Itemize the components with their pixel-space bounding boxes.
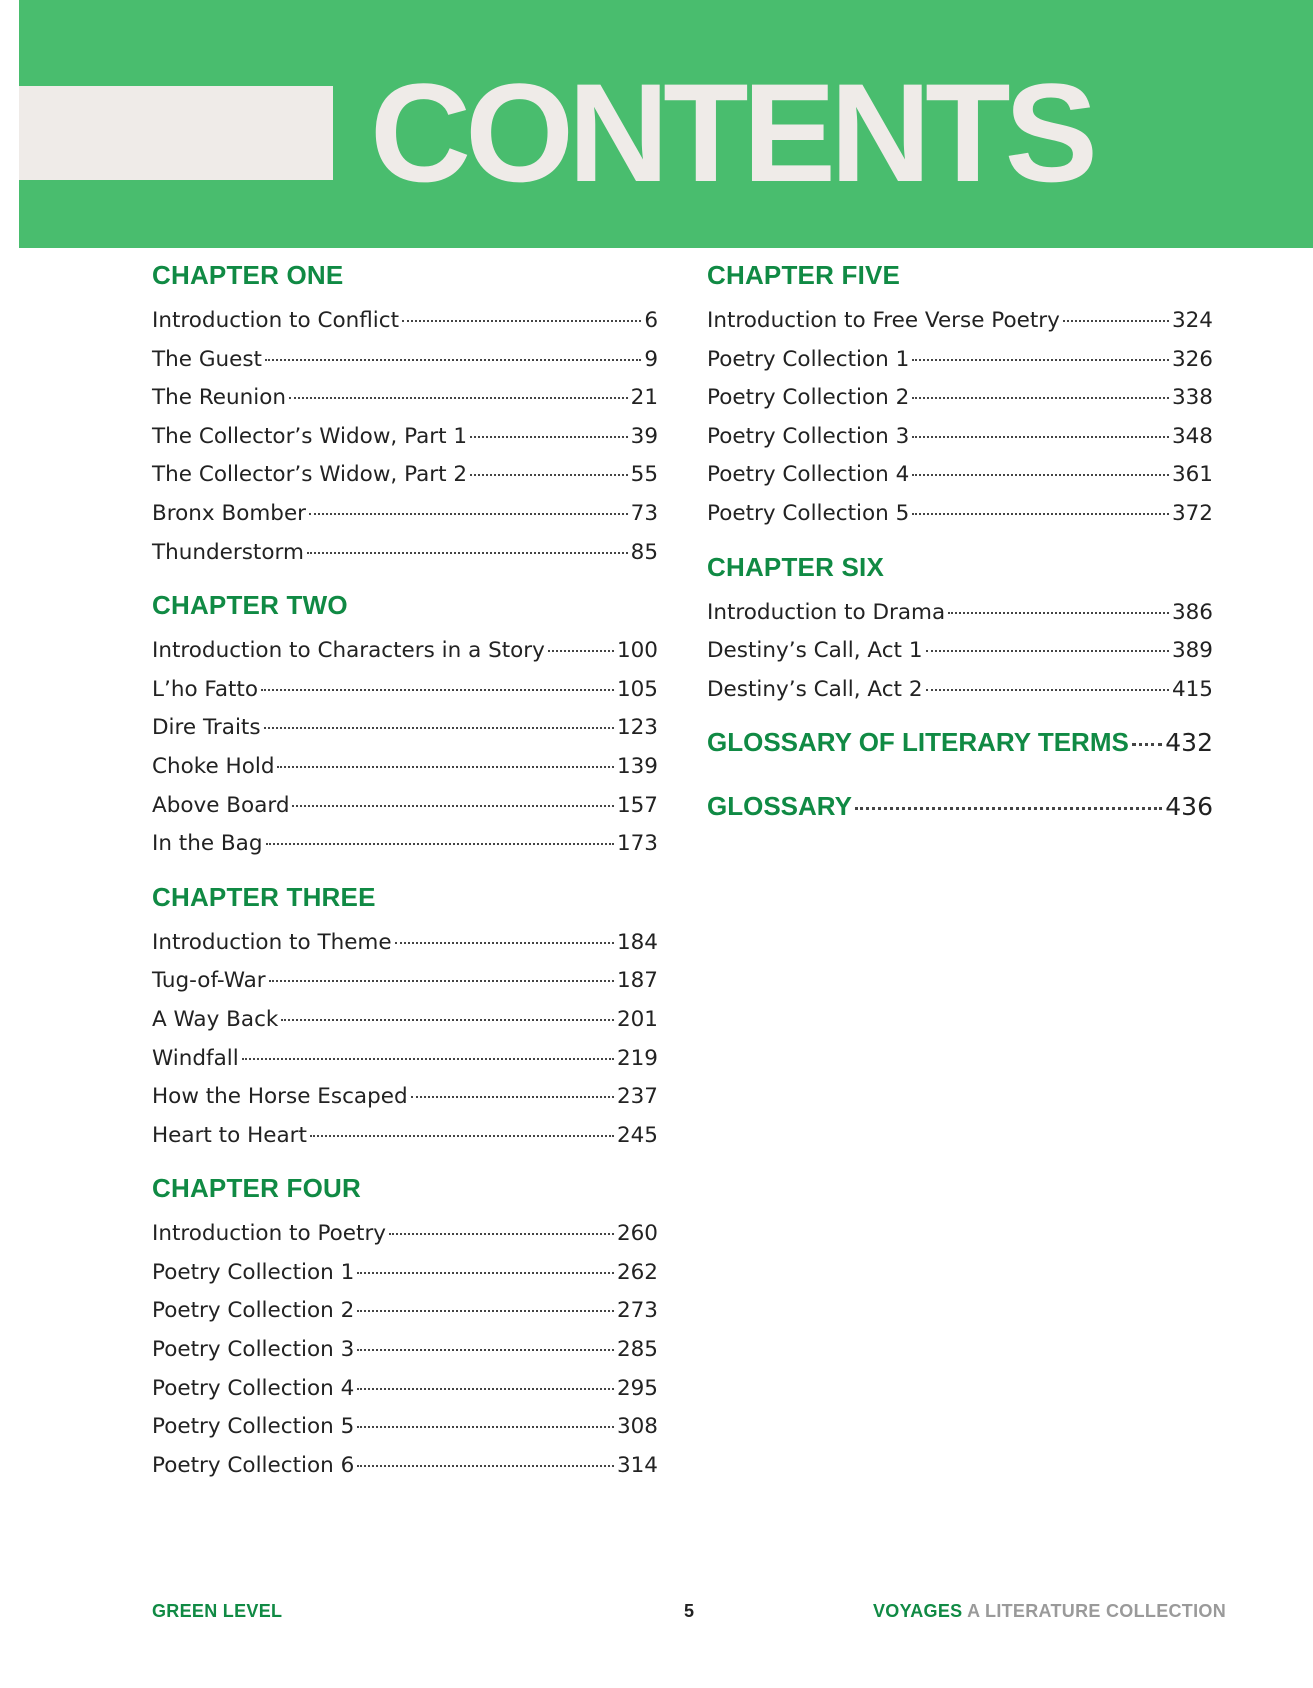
- chapter-three: [152, 880, 658, 1156]
- dot-leader: [357, 1349, 614, 1351]
- entry-page: 348: [1171, 423, 1213, 449]
- toc-entry[interactable]: [152, 495, 658, 534]
- entry-title: Introduction to Characters in a Story: [152, 638, 545, 664]
- entry-page: 201: [616, 1006, 658, 1032]
- entry-title: Windfall: [152, 1045, 239, 1071]
- toc-entry[interactable]: [152, 341, 658, 380]
- toc-entry[interactable]: [152, 632, 658, 671]
- entry-list: [707, 594, 1213, 710]
- entry-page: 326: [1171, 346, 1213, 372]
- entry-title: A Way Back: [152, 1006, 279, 1032]
- dot-leader: [292, 805, 613, 807]
- entry-title: L’ho Fatto: [152, 676, 259, 702]
- toc-entry[interactable]: [152, 418, 658, 457]
- dot-leader: [912, 359, 1169, 361]
- toc-left-column: [152, 258, 658, 1501]
- toc-entry[interactable]: [152, 379, 658, 418]
- dot-leader: [357, 1272, 614, 1274]
- footer-level: GREEN LEVEL: [152, 1601, 283, 1621]
- dot-leader: [470, 436, 628, 438]
- entry-title: Introduction to Theme: [152, 929, 392, 955]
- entry-list: [152, 632, 658, 864]
- dot-leader: [307, 552, 628, 554]
- entry-title: Poetry Collection 3: [707, 423, 910, 449]
- toc-entry[interactable]: [152, 709, 658, 748]
- entry-page: 415: [1171, 676, 1213, 702]
- entry-title: The Reunion: [152, 385, 287, 411]
- toc-entry[interactable]: [152, 962, 658, 1001]
- toc-entry[interactable]: [707, 594, 1213, 633]
- entry-title: Choke Hold: [152, 753, 275, 779]
- dot-leader: [265, 359, 641, 361]
- footer-series: [873, 1598, 1226, 1624]
- entry-title: Tug-of-War: [152, 968, 266, 994]
- glossary-entry[interactable]: [707, 791, 1213, 837]
- toc-entry[interactable]: [152, 1117, 658, 1156]
- entry-page: 295: [616, 1375, 658, 1401]
- entry-page: 184: [616, 929, 658, 955]
- entry-page: 21: [630, 385, 658, 411]
- glossary-title: GLOSSARY: [707, 791, 852, 822]
- dot-leader: [289, 397, 628, 399]
- entry-page: 260: [616, 1221, 658, 1247]
- dot-leader: [912, 397, 1169, 399]
- entry-page: 55: [630, 462, 658, 488]
- toc-entry[interactable]: [707, 495, 1213, 534]
- entry-page: 372: [1171, 500, 1213, 526]
- entry-page: 314: [616, 1452, 658, 1478]
- entry-page: 39: [630, 423, 658, 449]
- toc-entry[interactable]: [152, 1215, 658, 1254]
- entry-page: 105: [616, 676, 658, 702]
- toc-entry[interactable]: [152, 456, 658, 495]
- entry-page: 386: [1171, 599, 1213, 625]
- chapter-heading: CHAPTER SIX: [707, 551, 885, 582]
- entry-title: Poetry Collection 6: [152, 1452, 355, 1478]
- entry-page: 389: [1171, 638, 1213, 664]
- dot-leader: [548, 650, 614, 652]
- chapter-five: [707, 258, 1213, 534]
- toc-entry[interactable]: [152, 1040, 658, 1079]
- dot-leader: [402, 320, 641, 322]
- dot-leader: [242, 1058, 614, 1060]
- entry-title: Poetry Collection 4: [707, 462, 910, 488]
- chapter-heading: CHAPTER FIVE: [707, 260, 901, 290]
- footer-brand: VOYAGES: [872, 1601, 963, 1621]
- dot-leader: [357, 1465, 614, 1467]
- entry-title: Poetry Collection 4: [152, 1375, 355, 1401]
- entry-title: Poetry Collection 1: [707, 346, 910, 372]
- entry-page: 338: [1171, 385, 1213, 411]
- chapter-six: [707, 550, 1213, 710]
- toc-entry[interactable]: [152, 1331, 658, 1370]
- entry-list: [152, 924, 658, 1156]
- entry-title: Dire Traits: [152, 715, 261, 741]
- dot-leader: [281, 1019, 614, 1021]
- footer-subtitle: A LITERATURE COLLECTION: [967, 1601, 1226, 1621]
- entry-page: 139: [616, 753, 658, 779]
- toc-entry[interactable]: [152, 924, 658, 963]
- entry-title: Destiny’s Call, Act 2: [707, 676, 923, 702]
- dot-leader: [912, 436, 1169, 438]
- chapter-four: [152, 1171, 658, 1485]
- dot-leader: [1132, 743, 1162, 746]
- entry-title: Introduction to Drama: [707, 599, 946, 625]
- dot-leader: [855, 807, 1162, 810]
- toc-entry[interactable]: [152, 1001, 658, 1040]
- glossary-literary-terms-page: 432: [1165, 728, 1213, 758]
- toc-entry[interactable]: [707, 632, 1213, 671]
- entry-page: 9: [644, 346, 658, 372]
- toc-entry[interactable]: [152, 1370, 658, 1409]
- dot-leader: [389, 1233, 614, 1235]
- toc-entry[interactable]: [152, 825, 658, 864]
- page-title: CONTENTS: [370, 54, 1092, 211]
- glossary-literary-terms-title: GLOSSARY OF LITERARY TERMS: [707, 727, 1129, 758]
- glossary-literary-terms-entry[interactable]: [707, 727, 1213, 773]
- dot-leader: [277, 766, 613, 768]
- entry-title: Introduction to Poetry: [152, 1221, 387, 1247]
- entry-list: [152, 1215, 658, 1485]
- dot-leader: [310, 1135, 614, 1137]
- toc-entry[interactable]: [707, 418, 1213, 457]
- entry-page: 324: [1171, 308, 1213, 333]
- chapter-heading: CHAPTER FOUR: [152, 1173, 361, 1204]
- footer-page-number: 5: [684, 1601, 695, 1621]
- chapter-heading: CHAPTER THREE: [152, 881, 376, 912]
- dot-leader: [266, 843, 614, 845]
- dot-leader: [411, 1096, 614, 1098]
- dot-leader: [1063, 320, 1169, 322]
- toc-entry[interactable]: [152, 671, 658, 710]
- entry-title: Poetry Collection 5: [707, 500, 910, 526]
- dot-leader: [357, 1426, 614, 1428]
- toc-entry[interactable]: [152, 1447, 658, 1486]
- toc-entry[interactable]: [152, 787, 658, 826]
- entry-title: Thunderstorm: [152, 539, 304, 565]
- entry-page: 245: [616, 1122, 658, 1148]
- entry-page: 6: [644, 308, 658, 333]
- toc-entry[interactable]: [707, 302, 1213, 341]
- chapter-heading: CHAPTER ONE: [152, 260, 344, 290]
- entry-title: In the Bag: [152, 831, 263, 857]
- toc-entry[interactable]: [152, 748, 658, 787]
- entry-title: Introduction to Conflict: [152, 308, 400, 333]
- chapter-two: [152, 588, 658, 864]
- entry-title: Above Board: [152, 792, 290, 818]
- dot-leader: [395, 942, 614, 944]
- entry-title: Poetry Collection 2: [707, 385, 910, 411]
- chapter-heading: CHAPTER TWO: [152, 590, 348, 621]
- dot-leader: [357, 1388, 614, 1390]
- dot-leader: [357, 1310, 614, 1312]
- entry-page: 157: [616, 792, 658, 818]
- dot-leader: [912, 513, 1169, 515]
- dot-leader: [309, 513, 628, 515]
- entry-page: 273: [616, 1298, 658, 1324]
- dot-leader: [912, 474, 1169, 476]
- entry-title: How the Horse Escaped: [152, 1084, 408, 1110]
- toc-entry[interactable]: [152, 302, 658, 341]
- glossary-page: 436: [1165, 792, 1213, 822]
- entry-title: The Collector’s Widow, Part 2: [152, 462, 468, 488]
- entry-page: 237: [616, 1084, 658, 1110]
- entry-page: 285: [616, 1337, 658, 1363]
- chapter-one: [152, 258, 658, 572]
- dot-leader: [261, 689, 614, 691]
- toc-entry[interactable]: [707, 379, 1213, 418]
- toc-entry[interactable]: [152, 1254, 658, 1293]
- entry-title: Poetry Collection 1: [152, 1259, 355, 1285]
- entry-title: Heart to Heart: [152, 1122, 307, 1148]
- toc-right-column: [707, 258, 1213, 837]
- dot-leader: [269, 980, 614, 982]
- entry-title: Poetry Collection 3: [152, 1337, 355, 1363]
- dot-leader: [926, 689, 1169, 691]
- entry-page: 100: [616, 638, 658, 664]
- dot-leader: [926, 650, 1169, 652]
- entry-title: Poetry Collection 5: [152, 1414, 355, 1440]
- entry-page: 123: [616, 715, 658, 741]
- toc-entry[interactable]: [707, 456, 1213, 495]
- entry-page: 219: [616, 1045, 658, 1071]
- entry-title: The Guest: [152, 346, 262, 372]
- entry-list: [707, 302, 1213, 534]
- entry-page: 187: [616, 968, 658, 994]
- toc-entry[interactable]: [152, 1408, 658, 1447]
- entry-title: The Collector’s Widow, Part 1: [152, 423, 468, 449]
- entry-page: 73: [630, 500, 658, 526]
- toc-entry[interactable]: [707, 671, 1213, 710]
- header-accent-bar: [19, 86, 333, 180]
- entry-page: 173: [616, 831, 658, 857]
- toc-entry[interactable]: [152, 1292, 658, 1331]
- toc-entry[interactable]: [707, 341, 1213, 380]
- toc-entry[interactable]: [152, 534, 658, 573]
- dot-leader: [264, 727, 614, 729]
- toc-entry[interactable]: [152, 1078, 658, 1117]
- entry-title: Destiny’s Call, Act 1: [707, 638, 923, 664]
- dot-leader: [948, 612, 1169, 614]
- entry-title: Poetry Collection 2: [152, 1298, 355, 1324]
- dot-leader: [470, 474, 628, 476]
- entry-page: 361: [1171, 462, 1213, 488]
- entry-page: 308: [616, 1414, 658, 1440]
- entry-title: Bronx Bomber: [152, 500, 307, 526]
- entry-title: Introduction to Free Verse Poetry: [707, 308, 1060, 333]
- entry-page: 262: [616, 1259, 658, 1285]
- entry-page: 85: [630, 539, 658, 565]
- entry-list: [152, 302, 658, 572]
